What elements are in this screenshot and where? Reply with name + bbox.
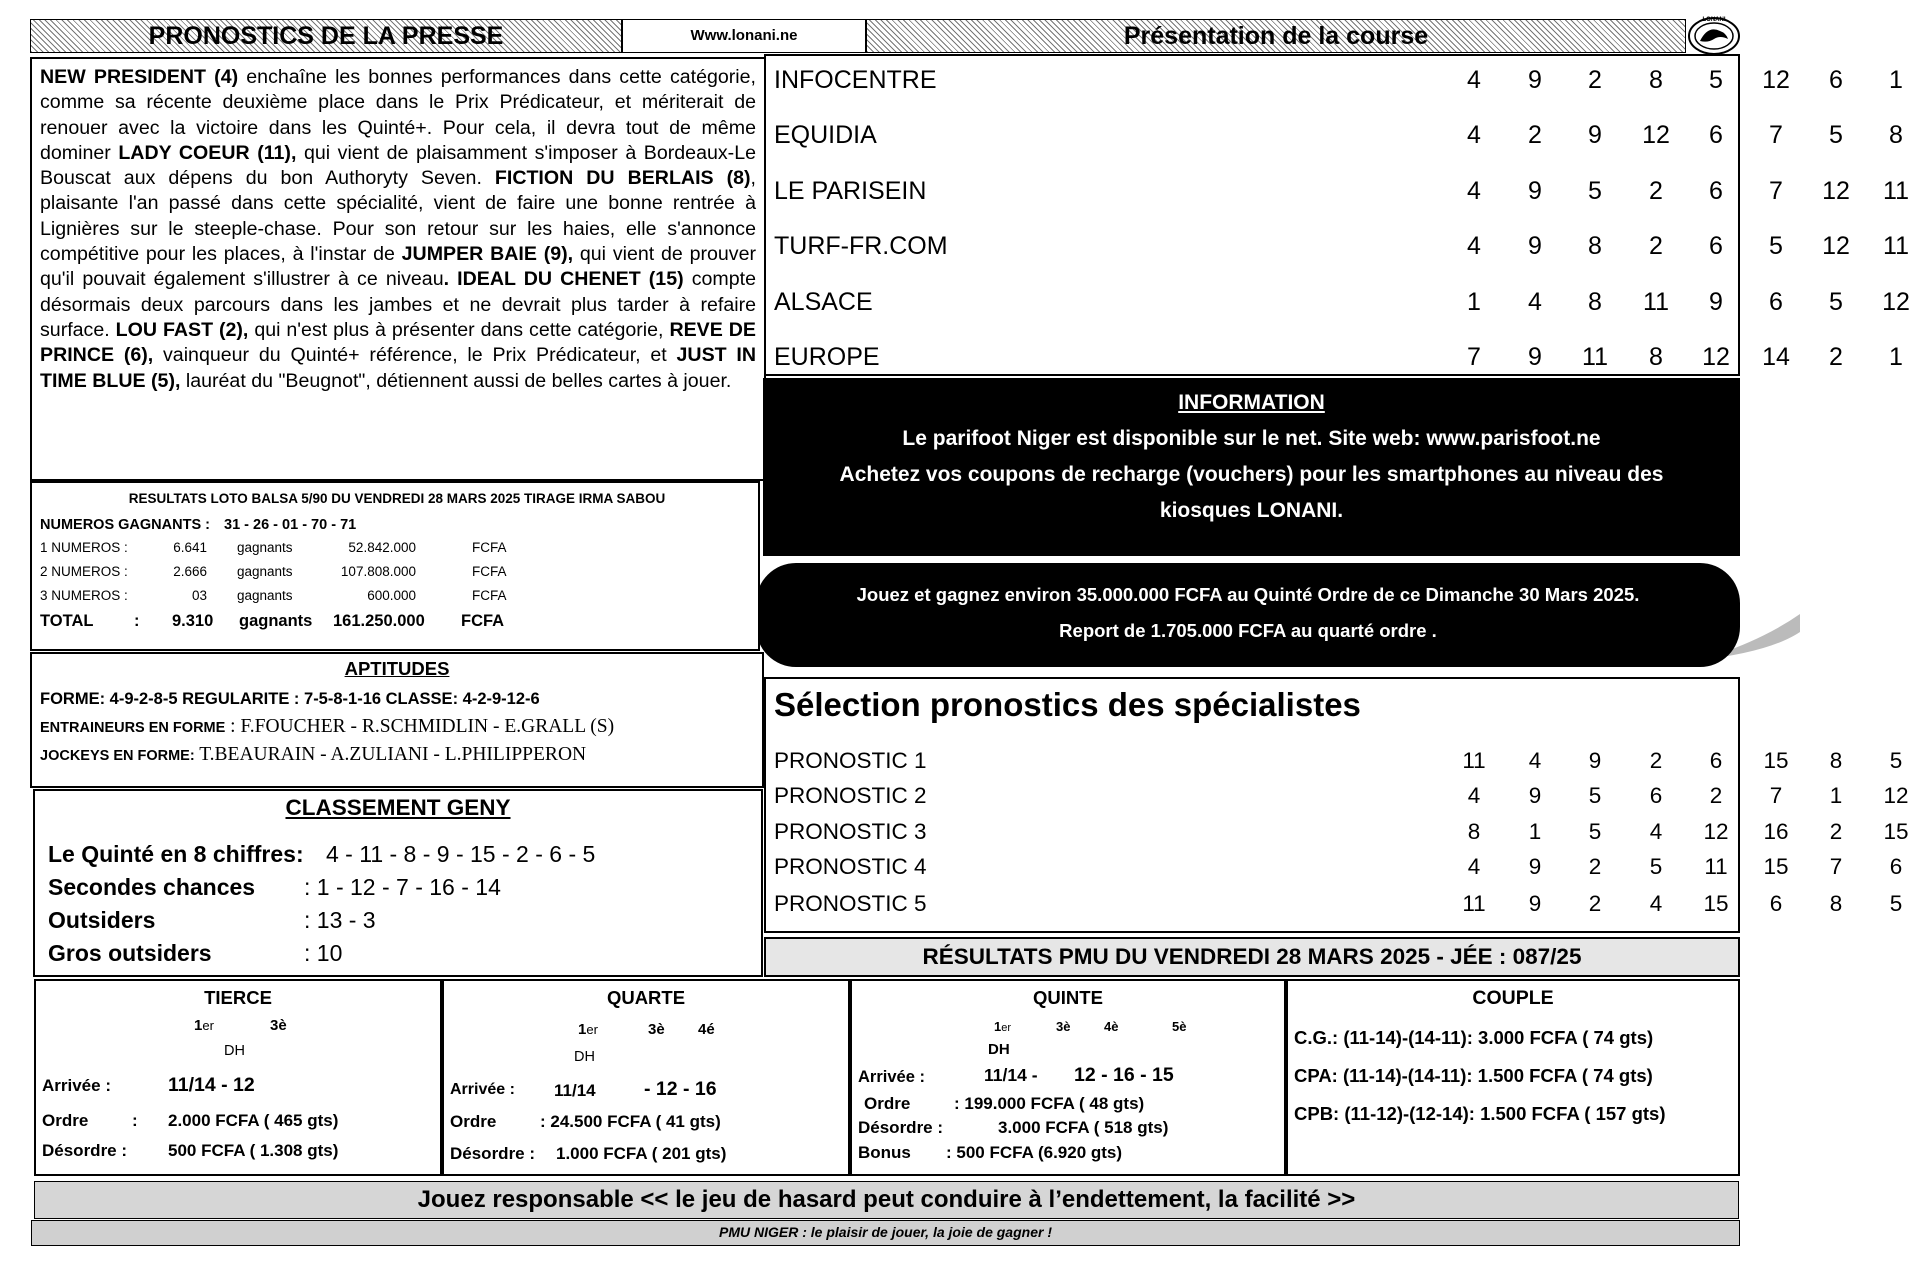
quarte-desordre: 1.000 FCFA ( 201 gts) xyxy=(556,1144,727,1163)
pmu-results-banner xyxy=(764,937,1740,977)
loto-row xyxy=(40,536,760,560)
selection-name: PRONOSTIC 3 xyxy=(774,819,927,844)
selection-pick: 15 xyxy=(1703,891,1729,916)
selection-pick: 4 xyxy=(1528,748,1542,773)
press-pick: 5 xyxy=(1829,121,1843,149)
selection-pick: 2 xyxy=(1709,783,1723,808)
lonani-logo xyxy=(1686,13,1742,57)
press-pick: 7 xyxy=(1769,121,1783,149)
article-horse-name: LOU FAST (2), xyxy=(115,318,249,341)
quinte-position-5: 5è xyxy=(1172,1019,1187,1034)
quinte-arrivee-rest: 12 - 16 - 15 xyxy=(1074,1064,1174,1086)
press-pick: 9 xyxy=(1709,288,1723,316)
press-pick: 8 xyxy=(1649,66,1663,94)
press-pick: 9 xyxy=(1528,343,1542,371)
quarte-arrivee-rest: - 12 - 16 xyxy=(644,1078,717,1100)
selection-pick: 7 xyxy=(1829,854,1843,879)
press-header-title: PRONOSTICS DE LA PRESSE xyxy=(148,22,504,50)
press-pick: 7 xyxy=(1467,343,1481,371)
selection-pick: 5 xyxy=(1649,854,1663,879)
specialists-selection xyxy=(764,677,1909,933)
selection-pick: 7 xyxy=(1769,783,1783,808)
press-row xyxy=(774,226,1909,266)
tierce-ordre-colon: : xyxy=(132,1111,138,1130)
selection-name: PRONOSTIC 4 xyxy=(774,854,927,879)
jackpot-line-2: Report de 1.705.000 FCFA au quarté ordre . xyxy=(1059,620,1437,641)
press-pick: 8 xyxy=(1889,121,1903,149)
press-pick: 9 xyxy=(1528,232,1542,260)
press-pick: 4 xyxy=(1467,177,1481,205)
selection-name: PRONOSTIC 2 xyxy=(774,783,927,808)
selection-pick: 2 xyxy=(1829,819,1843,844)
press-row xyxy=(774,337,1903,377)
selection-pick: 11 xyxy=(1462,891,1486,916)
quarte-box xyxy=(442,979,850,1176)
loto-winning-label: NUMEROS GAGNANTS : xyxy=(40,517,210,533)
couple-box xyxy=(1286,979,1740,1176)
selection-pick: 9 xyxy=(1588,748,1602,773)
loto-cur: FCFA xyxy=(472,588,507,603)
couple-title: COUPLE xyxy=(1472,987,1554,1009)
tierce-title: TIERCE xyxy=(204,987,272,1008)
press-pick: 6 xyxy=(1709,121,1723,149)
selection-pick: 15 xyxy=(1883,819,1909,844)
selection-pick: 2 xyxy=(1588,854,1602,879)
jackpot-banner xyxy=(756,563,1740,667)
quinte-dh: DH xyxy=(988,1041,1010,1058)
press-pick: 2 xyxy=(1588,66,1602,94)
article-text: vainqueur du Quinté+ référence, le Prix Prédicateur, et xyxy=(153,344,677,367)
press-pick: 9 xyxy=(1528,66,1542,94)
jockeys-list: T.BEAURAIN - A.ZULIANI - L.PHILIPPERON xyxy=(194,744,587,765)
press-pick: 2 xyxy=(1829,343,1843,371)
selection-pick: 9 xyxy=(1528,891,1542,916)
selection-row xyxy=(774,886,1903,922)
quarte-position-3: 3è xyxy=(648,1021,665,1038)
loto-word: gagnants xyxy=(237,564,293,579)
press-pick: 5 xyxy=(1769,232,1783,260)
press-row xyxy=(774,115,1903,155)
tierce-desordre: 500 FCFA ( 1.308 gts) xyxy=(168,1141,339,1160)
loto-amount: 107.808.000 xyxy=(340,564,416,579)
press-article xyxy=(30,57,766,481)
loto-winning-row xyxy=(40,513,356,537)
selection-name: PRONOSTIC 1 xyxy=(774,748,927,773)
race-header-title: Présentation de la course xyxy=(1123,22,1429,50)
loto-amount: 600.000 xyxy=(367,588,416,603)
press-row xyxy=(774,282,1910,322)
press-pick: 6 xyxy=(1709,177,1723,205)
aptitudes-forme-line: FORME: 4-9-2-8-5 REGULARITE : 7-5-8-1-16 CLASSE: 4-2-9-12-6 xyxy=(40,690,540,708)
geny-label: Secondes chances xyxy=(48,874,256,900)
information-line-3: kiosques LONANI. xyxy=(1159,499,1344,522)
loto-total-label: TOTAL xyxy=(40,612,94,630)
selection-pick: 9 xyxy=(1528,854,1542,879)
couple-cpb: CPB: (11-12)-(12-14): 1.500 FCFA ( 157 gts) xyxy=(1294,1103,1666,1124)
loto-total-colon: : xyxy=(134,612,140,630)
couple-cg: C.G.: (11-14)-(14-11): 3.000 FCFA ( 74 gts) xyxy=(1294,1027,1654,1048)
quinte-arrivee: 11/14 - xyxy=(984,1065,1038,1085)
loto-row xyxy=(40,560,760,584)
trainers-list: : F.FOUCHER - R.SCHMIDLIN - E.GRALL (S) xyxy=(225,716,615,737)
quinte-ordre-label: Ordre xyxy=(864,1094,911,1113)
loto-row xyxy=(40,584,760,608)
selection-pick: 1 xyxy=(1829,783,1843,808)
press-pick: 5 xyxy=(1829,288,1843,316)
press-pick: 5 xyxy=(1588,177,1602,205)
press-pick: 11 xyxy=(1582,343,1608,371)
selection-pick: 6 xyxy=(1889,854,1903,879)
loto-results xyxy=(30,481,760,651)
classement-geny-box xyxy=(33,789,763,977)
responsible-gaming-banner xyxy=(34,1181,1739,1219)
selection-pick: 12 xyxy=(1883,783,1909,808)
press-picks-table xyxy=(764,54,1910,376)
selection-pick: 4 xyxy=(1649,891,1663,916)
website-box[interactable] xyxy=(622,19,866,53)
selection-pick: 5 xyxy=(1889,891,1903,916)
jockeys-label: JOCKEYS EN FORME: xyxy=(40,748,195,764)
article-text: enchaîne les bonnes performances dans cette catégorie, comme sa récente deuxième place dans le Prix Prédicateur, et mériterait de renouer avec la victoire dans les Quinté+. Pour cela, il devra tout de même dominer xyxy=(40,66,756,164)
quinte-desordre: 3.000 FCFA ( 518 gts) xyxy=(998,1118,1169,1137)
press-pick: 4 xyxy=(1467,232,1481,260)
quarte-dh: DH xyxy=(574,1049,595,1065)
selection-pick: 6 xyxy=(1769,891,1783,916)
pmu-results-title: RÉSULTATS PMU DU VENDREDI 28 MARS 2025 - JÉE : 087/25 xyxy=(922,944,1582,969)
tierce-dh: DH xyxy=(224,1043,245,1059)
selection-pick: 11 xyxy=(1462,748,1486,773)
article-horse-name: FICTION DU BERLAIS (8) xyxy=(494,167,751,190)
quinte-position-1: 1er xyxy=(994,1019,1012,1034)
loto-count: 03 xyxy=(191,588,207,603)
selection-pick: 6 xyxy=(1709,748,1723,773)
press-pick: 12 xyxy=(1642,121,1670,149)
loto-total-row xyxy=(40,609,760,633)
selection-pick: 4 xyxy=(1649,819,1663,844)
selection-pick: 1 xyxy=(1528,819,1542,844)
geny-row xyxy=(48,905,748,935)
selection-pick: 6 xyxy=(1649,783,1663,808)
selection-row xyxy=(774,849,1903,885)
jackpot-line-1: Jouez et gagnez environ 35.000.000 FCFA au Quinté Ordre de ce Dimanche 30 Mars 2025. xyxy=(856,584,1640,605)
loto-label: 2 NUMEROS : xyxy=(40,564,128,579)
selection-pick: 8 xyxy=(1829,891,1843,916)
aptitudes-jockeys-line xyxy=(40,744,586,766)
press-source-name: LE PARISEIN xyxy=(774,177,927,205)
press-source-name: EQUIDIA xyxy=(774,121,877,149)
press-pick: 6 xyxy=(1829,66,1843,94)
selection-pick: 12 xyxy=(1703,819,1729,844)
quinte-bonus: : 500 FCFA (6.920 gts) xyxy=(946,1143,1123,1162)
geny-row xyxy=(48,872,748,902)
aptitudes-title: APTITUDES xyxy=(344,658,450,679)
article-text: qui vient de plaisamment s'imposer à Bordeaux-Le Bouscat aux dépens du bon Authoryty Seven. xyxy=(40,141,756,190)
geny-row xyxy=(48,938,748,968)
press-pick: 11 xyxy=(1643,288,1669,316)
press-pick: 1 xyxy=(1889,66,1903,94)
geny-value: : 1 - 12 - 7 - 16 - 14 xyxy=(304,874,501,900)
quinte-ordre: : 199.000 FCFA ( 48 gts) xyxy=(954,1094,1145,1113)
selection-pick: 2 xyxy=(1588,891,1602,916)
article-horse-name: . IDEAL DU CHENET (15) xyxy=(443,268,684,291)
loto-total-word: gagnants xyxy=(239,612,313,630)
press-pick: 2 xyxy=(1649,177,1663,205)
quinte-bonus-label: Bonus xyxy=(858,1143,911,1162)
article-horse-name: NEW PRESIDENT (4) xyxy=(40,66,239,88)
press-pick: 12 xyxy=(1882,288,1910,316)
loto-cur: FCFA xyxy=(472,564,507,579)
press-pick: 4 xyxy=(1467,66,1481,94)
pmu-niger-slogan: PMU NIGER : le plaisir de jouer, la joie de gagner ! xyxy=(719,1224,1052,1240)
quarte-ordre: : 24.500 FCFA ( 41 gts) xyxy=(540,1112,721,1131)
press-pick: 1 xyxy=(1889,343,1903,371)
quinte-desordre-label: Désordre : xyxy=(858,1118,944,1137)
geny-label: Gros outsiders xyxy=(48,940,212,966)
article-text: qui n'est plus à présenter dans cette catégorie, xyxy=(248,318,670,341)
press-pick: 12 xyxy=(1762,66,1790,94)
selection-pick: 15 xyxy=(1763,748,1789,773)
quinte-arrivee-label: Arrivée : xyxy=(858,1068,925,1086)
press-source-name: ALSACE xyxy=(774,288,873,316)
tierce-desordre-label: Désordre : xyxy=(42,1141,128,1160)
information-line-2: Achetez vos coupons de recharge (vouchers) pour les smartphones au niveau des xyxy=(839,463,1664,486)
responsible-gaming-text: Jouez responsable << le jeu de hasard peut conduire à l’endettement, la facilité >> xyxy=(417,1186,1356,1213)
press-row xyxy=(774,60,1903,100)
press-pick: 9 xyxy=(1588,121,1602,149)
press-pick: 1 xyxy=(1467,288,1481,316)
tierce-arrivee: 11/14 - 12 xyxy=(168,1074,255,1096)
loto-count: 2.666 xyxy=(173,564,207,579)
press-source-name: INFOCENTRE xyxy=(774,66,937,94)
loto-count: 6.641 xyxy=(173,540,207,555)
quarte-ordre-label: Ordre xyxy=(450,1112,497,1131)
information-box xyxy=(763,378,1740,556)
aptitudes-trainers-line xyxy=(40,716,614,738)
press-pick: 8 xyxy=(1588,232,1602,260)
press-pick: 8 xyxy=(1649,343,1663,371)
tierce-box xyxy=(34,979,442,1176)
loto-total-amount: 161.250.000 xyxy=(333,612,425,630)
selection-pick: 4 xyxy=(1467,854,1481,879)
press-row xyxy=(774,171,1909,211)
press-pick: 6 xyxy=(1769,288,1783,316)
selection-pick: 2 xyxy=(1649,748,1663,773)
article-text: compte désormais deux parcours dans les jambes et ne devrait plus tarder à refaire surface. xyxy=(40,268,756,341)
quarte-arrivee-label: Arrivée : xyxy=(450,1081,515,1098)
article-horse-name: LADY COEUR (11), xyxy=(118,141,297,164)
press-header xyxy=(30,19,622,53)
aptitudes-box xyxy=(30,652,764,788)
quinte-box xyxy=(850,979,1286,1176)
press-pick: 14 xyxy=(1762,343,1790,371)
trainers-label: ENTRAINEURS EN FORME xyxy=(40,720,226,736)
selection-pick: 5 xyxy=(1588,783,1602,808)
quinte-title: QUINTE xyxy=(1033,987,1103,1008)
couple-cpa: CPA: (11-14)-(14-11): 1.500 FCFA ( 74 gts) xyxy=(1294,1065,1653,1086)
quarte-position-4: 4é xyxy=(698,1021,715,1038)
quarte-arrivee: 11/14 xyxy=(554,1081,596,1100)
loto-total-currency: FCFA xyxy=(461,612,505,630)
loto-label: 3 NUMEROS : xyxy=(40,588,128,603)
selection-row xyxy=(774,814,1909,850)
selection-pick: 16 xyxy=(1763,819,1789,844)
article-horse-name: JUST IN TIME BLUE (5), xyxy=(40,344,756,392)
press-pick: 12 xyxy=(1702,343,1730,371)
tierce-ordre: 2.000 FCFA ( 465 gts) xyxy=(168,1111,339,1130)
race-header xyxy=(866,19,1686,53)
geny-value: : 10 xyxy=(304,940,343,966)
information-line-1: Le parifoot Niger est disponible sur le net. Site web: www.parisfoot.ne xyxy=(902,427,1601,450)
loto-winning-numbers: 31 - 26 - 01 - 70 - 71 xyxy=(224,517,357,533)
article-horse-name: REVE DE PRINCE (6), xyxy=(40,318,756,367)
selection-row xyxy=(774,743,1903,779)
selection-pick: 9 xyxy=(1528,783,1542,808)
website-link[interactable]: Www.lonani.ne xyxy=(690,27,798,44)
press-pick: 12 xyxy=(1822,232,1850,260)
press-pick: 7 xyxy=(1769,177,1783,205)
selection-pick: 4 xyxy=(1467,783,1481,808)
selection-pick: 8 xyxy=(1829,748,1843,773)
geny-value: 4 - 11 - 8 - 9 - 15 - 2 - 6 - 5 xyxy=(326,841,596,867)
tierce-ordre-label: Ordre xyxy=(42,1111,89,1130)
quarte-desordre-label: Désordre : xyxy=(450,1144,536,1163)
information-title: INFORMATION xyxy=(1178,391,1325,414)
press-pick: 8 xyxy=(1588,288,1602,316)
press-pick: 12 xyxy=(1822,177,1850,205)
press-pick: 2 xyxy=(1528,121,1542,149)
logo-text: LONANI xyxy=(1702,17,1726,23)
quinte-position-3: 3è xyxy=(1056,1019,1071,1034)
loto-word: gagnants xyxy=(237,540,293,555)
tierce-position-1: 1er xyxy=(194,1017,214,1034)
article-text: qui vient de prouver qu'il pouvait également s'illustrer à ce niveau xyxy=(40,243,757,291)
loto-title: RESULTATS LOTO BALSA 5/90 DU VENDREDI 28 MARS 2025 TIRAGE IRMA SABOU xyxy=(128,491,666,506)
selection-pick: 11 xyxy=(1704,854,1728,879)
geny-label: Le Quinté en 8 chiffres: xyxy=(48,841,304,867)
press-pick: 4 xyxy=(1528,288,1542,316)
quinte-position-4: 4è xyxy=(1104,1019,1119,1034)
pmu-niger-slogan-bar xyxy=(31,1220,1740,1246)
press-pick: 9 xyxy=(1528,177,1542,205)
press-source-name: EUROPE xyxy=(774,343,880,371)
article-text: lauréat du "Beugnot", détiennent aussi de belles cartes à jouer. xyxy=(180,369,732,392)
selection-row xyxy=(774,778,1909,814)
loto-cur: FCFA xyxy=(472,540,507,555)
selection-name: PRONOSTIC 5 xyxy=(774,891,927,916)
press-pick: 5 xyxy=(1709,66,1723,94)
press-pick: 2 xyxy=(1649,232,1663,260)
selection-pick: 5 xyxy=(1889,748,1903,773)
geny-value: : 13 - 3 xyxy=(304,907,376,933)
tierce-arrivee-label: Arrivée : xyxy=(42,1076,111,1095)
press-pick: 11 xyxy=(1883,232,1909,260)
press-pick: 4 xyxy=(1467,121,1481,149)
loto-total-count: 9.310 xyxy=(172,612,214,630)
selection-title: Sélection pronostics des spécialistes xyxy=(774,686,1361,723)
quarte-position-1: 1er xyxy=(578,1021,598,1038)
geny-title: CLASSEMENT GENY xyxy=(285,795,511,820)
loto-label: 1 NUMEROS : xyxy=(40,540,128,555)
press-source-name: TURF-FR.COM xyxy=(774,232,948,260)
loto-word: gagnants xyxy=(237,588,293,603)
article-horse-name: JUMPER BAIE (9), xyxy=(401,243,574,266)
geny-row xyxy=(48,839,748,869)
selection-pick: 8 xyxy=(1467,819,1481,844)
selection-pick: 15 xyxy=(1763,854,1789,879)
press-pick: 11 xyxy=(1883,177,1909,205)
press-pick: 6 xyxy=(1709,232,1723,260)
tierce-position-3: 3è xyxy=(270,1017,287,1034)
article-text: , plaisante l'an passé dans cette spécialité, vient de faire une bonne rentrée à Lignières sur le steeple-chase. Pour son retour sur les haies, elle s'annonce compétitive pour les places, à l'instar de xyxy=(40,167,756,266)
selection-pick: 5 xyxy=(1588,819,1602,844)
lonani-logo-icon xyxy=(1686,13,1742,57)
geny-label: Outsiders xyxy=(48,907,156,933)
quarte-title: QUARTE xyxy=(606,987,686,1008)
loto-amount: 52.842.000 xyxy=(348,540,416,555)
